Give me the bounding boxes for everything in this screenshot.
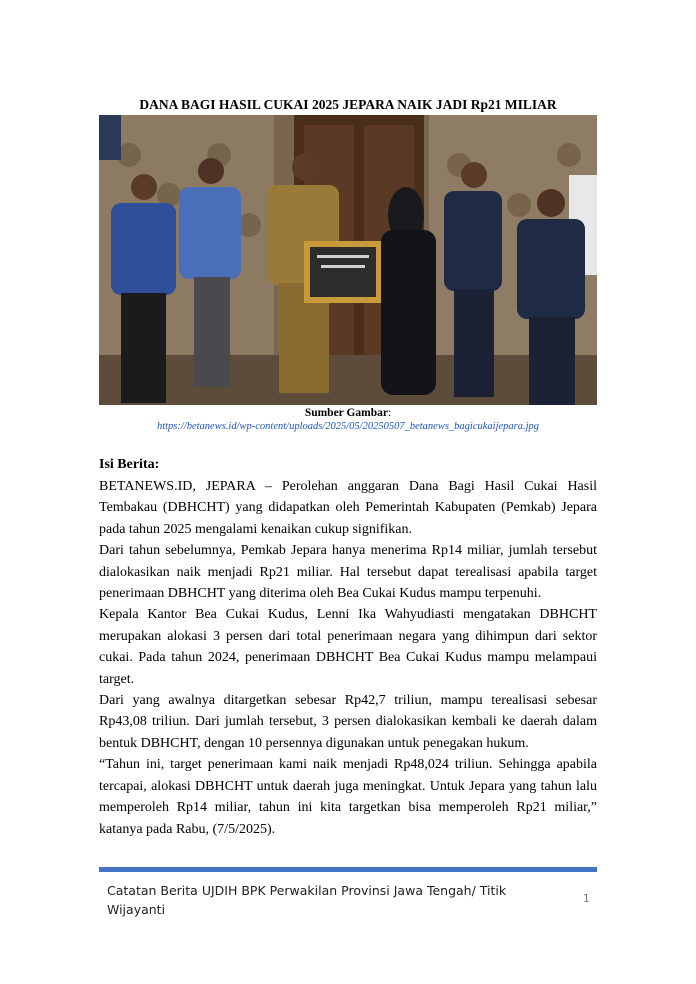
news-title: DANA BAGI HASIL CUKAI 2025 JEPARA NAIK JADI Rp21 MILIAR [139, 97, 557, 112]
news-photo [99, 115, 597, 405]
paragraph-5: “Tahun ini, target penerimaan kami naik menjadi Rp48,024 triliun. Sehingga apabila tercapai, alokasi DBHCHT untuk daerah juga meningkat. Untuk Jepara yang tahun lalu memperoleh Rp14 miliar, tahun ini kita targetkan bisa memperoleh Rp21 miliar,” katanya pada Rabu, (7/5/2025). [99, 757, 597, 837]
image-source-label [0, 407, 696, 419]
page-number: 1 [583, 893, 590, 905]
image-source-colon: : [387, 407, 392, 419]
paragraph-1: BETANEWS.ID, JEPARA – Perolehan anggaran Dana Bagi Hasil Cukai Hasil Tembakau (DBHCHT) yang didapatkan oleh Pemerintah Kabupaten (Pemkab) Jepara pada tahun 2025 mengalami kenaikan cukup signifikan. [99, 479, 597, 537]
image-source-label-text: Sumber Gambar [304, 407, 388, 419]
section-heading: Isi Berita: [99, 457, 160, 472]
paragraph-2: Dari tahun sebelumnya, Pemkab Jepara hanya menerima Rp14 miliar, jumlah tersebut dialokasikan naik menjadi Rp21 miliar. Hal tersebut dapat terealisasi apabila target penerimaan DBHCHT yang diterima oleh Bea Cukai Kudus mampu terpenuhi. [99, 543, 597, 602]
paragraph-4: Dari yang awalnya ditargetkan sebesar Rp42,7 triliun, mampu terealisasi sebesar Rp43,08 triliun. Dari jumlah tersebut, 3 persen dialokasikan kembali ke daerah dalam bentuk DBHCHT, dengan 10 persennya digunakan untuk penegakan hukum. [99, 693, 597, 751]
paragraph-3: Kepala Kantor Bea Cukai Kudus, Lenni Ika Wahyudiasti mengatakan DBHCHT merupakan alokasi 3 persen dari total penerimaan negara yang dihimpun dari sektor cukai. Pada tahun 2024, penerimaan DBHCHT Bea Cukai Kudus mampu melampaui target. [99, 607, 597, 687]
image-source-link[interactable]: https://betanews.id/wp-content/uploads/2025/05/20250507_betanews_bagicukaijepara.jpg [156, 421, 540, 432]
footer-divider [99, 867, 597, 872]
footer-note: Catatan Berita UJDIH BPK Perwakilan Provinsi Jawa Tengah/ Titik Wijayanti [107, 883, 507, 917]
article-body [99, 476, 597, 840]
